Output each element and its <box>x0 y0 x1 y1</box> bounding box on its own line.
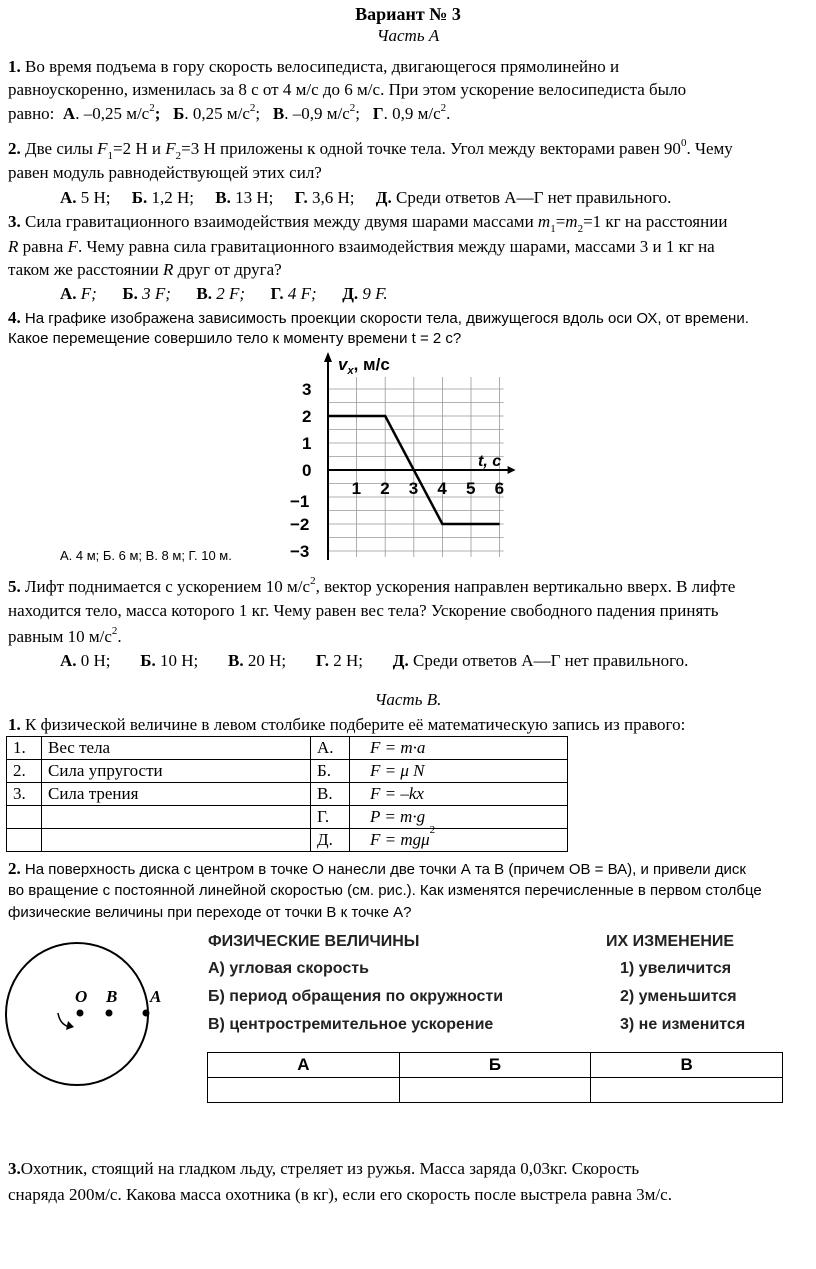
quantity-b: Б) период обращения по окружности <box>208 988 504 1005</box>
label-a: A <box>150 987 162 1006</box>
quantity-name: Сила упругости <box>42 760 311 783</box>
change-1: 1) увеличится <box>620 960 732 977</box>
answer-head-b: Б <box>488 1055 502 1074</box>
table-row <box>7 760 568 783</box>
change-2: 2) уменьшится <box>620 988 737 1005</box>
header-quantities: ФИЗИЧЕСКИЕ ВЕЛИЧИНЫ <box>208 933 420 950</box>
quantity-name <box>42 806 311 829</box>
x-axis-label: t, c <box>478 453 502 470</box>
question-2: 2. Две силы $F_1=2$ Н и $F_2=3$ Н приложены к одной точке тела. Угол между векторами равен $90^0$. Чему <box>8 137 733 162</box>
question-b2-line3: физические величины при переходе от точки В к точке А? <box>8 904 412 921</box>
answer-head-c: В <box>680 1055 693 1074</box>
x-arrow-icon <box>508 466 516 474</box>
answer-cell-b[interactable] <box>399 1078 591 1103</box>
question-3-line2: R равна F. Чему равна сила гравитационного взаимодействия между шарами, массами 3 и 1 кг на <box>8 237 715 256</box>
y-tick-label: −2 <box>290 515 310 534</box>
formula-key: В. <box>311 783 350 806</box>
question-2-options: А. 5 Н; Б. 1,2 Н; В. 13 Н; Г. 3,6 Н; Д. Среди ответов А—Г нет правильного. <box>60 188 672 207</box>
question-4: 4. На графике изображена зависимость проекции скорости тела, движущегося вдоль оси ОХ, от времени. <box>8 308 749 327</box>
y-arrow-icon <box>324 352 332 362</box>
question-b3: 3.Охотник, стоящий на гладком льду, стреляет из ружья. Масса заряда 0,03кг. Скорость <box>8 1159 640 1178</box>
disk-diagram <box>2 935 202 1125</box>
x-tick-label: 6 <box>494 479 505 498</box>
answer-head-a: А <box>297 1055 310 1074</box>
question-4-line2: Какое перемещение совершило тело к моменту времени t = 2 с? <box>8 330 462 347</box>
arrow-head-icon <box>66 1021 74 1030</box>
row-number <box>7 829 42 852</box>
formula: F = μ N <box>350 760 568 783</box>
quantity-name: Сила трения <box>42 783 311 806</box>
question-3-line3: таком же расстоянии R друг от друга? <box>8 260 282 279</box>
table-row <box>7 829 568 852</box>
question-4-answers: А. 4 м; Б. 6 м; В. 8 м; Г. 10 м. <box>60 548 232 563</box>
table-row <box>7 806 568 829</box>
y-tick-label: −3 <box>290 542 310 560</box>
question-1-line2: равноускоренно, изменилась за 8 с от 4 м/с до 6 м/с. При этом ускорение велосипедиста было <box>8 80 687 99</box>
velocity-chart <box>270 348 530 560</box>
formula: F = –kx <box>350 783 568 806</box>
x-tick-label: 3 <box>408 479 419 498</box>
formula: F = mgμ$^2$ <box>350 829 568 852</box>
formula-key: А. <box>311 737 350 760</box>
formula: F = m·a <box>350 737 568 760</box>
question-5-line2: находится тело, масса которого 1 кг. Чему равен вес тела? Ускорение свободного падения принять <box>8 601 719 620</box>
y-tick-label: 3 <box>302 380 312 399</box>
label-o: O <box>75 987 88 1006</box>
table-row <box>7 737 568 760</box>
question-b2-line2: во вращение с постоянной линейной скоростью (см. рис.). Как изменятся перечисленные в первом столбце <box>8 882 762 899</box>
quantity-c: В) центростремительное ускорение <box>208 1016 494 1033</box>
point-b <box>106 1010 113 1017</box>
label-b: B <box>106 987 118 1006</box>
y-tick-label: −1 <box>290 492 310 511</box>
row-number: 1. <box>7 737 42 760</box>
row-number <box>7 806 42 829</box>
question-3: 3. Сила гравитационного взаимодействия между двумя шарами массами $m_1=m_2=1$ кг на расстоянии <box>8 212 728 235</box>
question-5-line3: равным 10 $м/с^2$. <box>8 625 122 646</box>
x-tick-label: 2 <box>380 479 390 498</box>
question-b2: 2. На поверхность диска с центром в точке О нанесли две точки А та В (причем ОВ = ВА), и привели диск <box>8 859 746 878</box>
y-tick-label: 0 <box>302 461 312 480</box>
point-a <box>143 1010 150 1017</box>
formula-key: Г. <box>311 806 350 829</box>
row-number: 2. <box>7 760 42 783</box>
x-tick-label: 5 <box>466 479 476 498</box>
question-b1: 1. К физической величине в левом столбике подберите её математическую запись из правого: <box>8 715 686 734</box>
question-1-options: равно: А. –0,25 $м/с^2$; Б. 0,25 $м/с^2$; В. –0,9 $м/с^2$; Г. 0,9 $м/с^2$. <box>8 102 451 123</box>
y-tick-label: 1 <box>302 434 312 453</box>
answer-table <box>207 1052 783 1103</box>
formula: P = m·g <box>350 806 568 829</box>
table-row <box>7 783 568 806</box>
question-3-options: А. F; Б. 3 F; В. 2 F; Г. 4 F; Д. 9 F. <box>60 284 388 303</box>
part-b-heading: Часть В. <box>374 690 442 709</box>
header-changes: ИХ ИЗМЕНЕНИЕ <box>606 933 735 950</box>
x-tick-label: 1 <box>351 479 362 498</box>
point-o <box>77 1010 84 1017</box>
y-tick-label: 2 <box>302 407 312 426</box>
part-a-heading: Часть А <box>376 26 440 45</box>
question-5-options: А. 0 Н; Б. 10 Н; В. 20 Н; Г. 2 Н; Д. Среди ответов А—Г нет правильного. <box>60 651 689 670</box>
formula-key: Д. <box>311 829 350 852</box>
answer-cell-a[interactable] <box>208 1078 400 1103</box>
x-tick-label: 4 <box>437 479 447 498</box>
quantity-name <box>42 829 311 852</box>
y-axis-label: $v_x$, м/с <box>338 355 390 377</box>
question-2-line2: равен модуль равнодействующей этих сил? <box>8 163 322 182</box>
answer-cell-c[interactable] <box>591 1078 783 1103</box>
page-title: Вариант № 3 <box>355 4 461 24</box>
formula-key: Б. <box>311 760 350 783</box>
question-1: 1. Во время подъема в гору скорость велосипедиста, двигающегося прямолинейно и <box>8 57 620 76</box>
matching-table <box>6 736 568 852</box>
change-3: 3) не изменится <box>620 1016 746 1033</box>
quantity-a: А) угловая скорость <box>208 960 369 977</box>
question-5: 5. Лифт поднимается с ускорением 10 $м/с^2$, вектор ускорения направлен вертикально вверх. В лифте <box>8 575 736 596</box>
question-b3-line2: снаряда 200м/с. Какова масса охотника (в кг), если его скорость после выстрела равна 3м/с. <box>8 1185 672 1204</box>
quantity-name: Вес тела <box>42 737 311 760</box>
row-number: 3. <box>7 783 42 806</box>
